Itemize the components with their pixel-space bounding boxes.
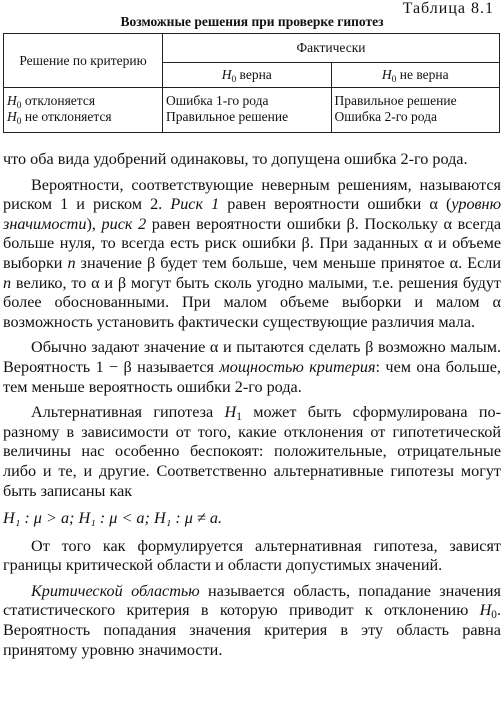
h0-false-cell: Правильное решение Ошибка 2-го рода — [331, 88, 500, 133]
alternative-hypotheses-formula: H₁ : μ > a; H₁ : μ < a; H₁ : μ ≠ a. — [3, 509, 222, 528]
h0-true-cell: Ошибка 1-го рода Правильное решение — [163, 88, 332, 133]
paragraph-5: От того как формулируется альтернативная гипотеза, зависят границы критической области и области допустимых значений. — [3, 536, 501, 575]
paragraph-1: что оба вида удобрений одинаковы, то допущена ошибка 2-го рода. — [3, 150, 468, 168]
header-actual: Фактически — [163, 34, 500, 63]
paragraph-4: Альтернативная гипотеза $H_1$ может быть сформулирована по-разному в зависимости от того, какие отклонения от гипотетической величины нас особенно беспокоят: положительные, отрицательные либо и те, и другие. Соответственно альтернативные гипотезы могут быть записаны как — [3, 403, 501, 500]
header-h0-true: $H_0$ верна — [163, 63, 332, 88]
paragraph-3: Обычно задают значение α и пытаются сделать β возможно малым. Вероятность 1 − β называется мощностью критерия: чем она больше, тем меньше вероятность ошибки 2-го рода. — [3, 338, 501, 396]
paragraph-2: Вероятности, соответствующие неверным решениям, называются риском 1 и риском 2. Риск 1 равен вероятности ошибки α (уровню значимости), риск 2 равен вероятности ошибки β. Поскольку α всегда больше нуля, то всегда есть риск ошибки β. При заданных α и объеме выборки n значение β будет тем больше, чем меньше принятое α. Если n велико, то α и β могут быть сколь угодно малыми, т.е. решения будут более обоснованными. При малом объеме выборки и малом α возможность установить фактически существующие различия мала. — [3, 175, 502, 331]
paragraph-6: Критической областью называется область, попадание значения статистического критерия в которую приводит к отклонению $H_0$. Вероятность попадания значения критерия в эту область равна принятому уровню значимости. — [3, 581, 501, 659]
header-criterion: Решение по критерию — [4, 34, 163, 88]
table-caption: Возможные решения при проверке гипотез — [120, 14, 384, 29]
header-h0-false: $H_0$ не верна — [331, 63, 500, 88]
body-text — [3, 150, 501, 660]
table-number: Таблица 8.1 — [402, 0, 494, 17]
decision-cell: $H_0$ отклоняется $H_0$ не отклоняется — [4, 88, 163, 133]
hypothesis-decision-table — [3, 33, 500, 133]
